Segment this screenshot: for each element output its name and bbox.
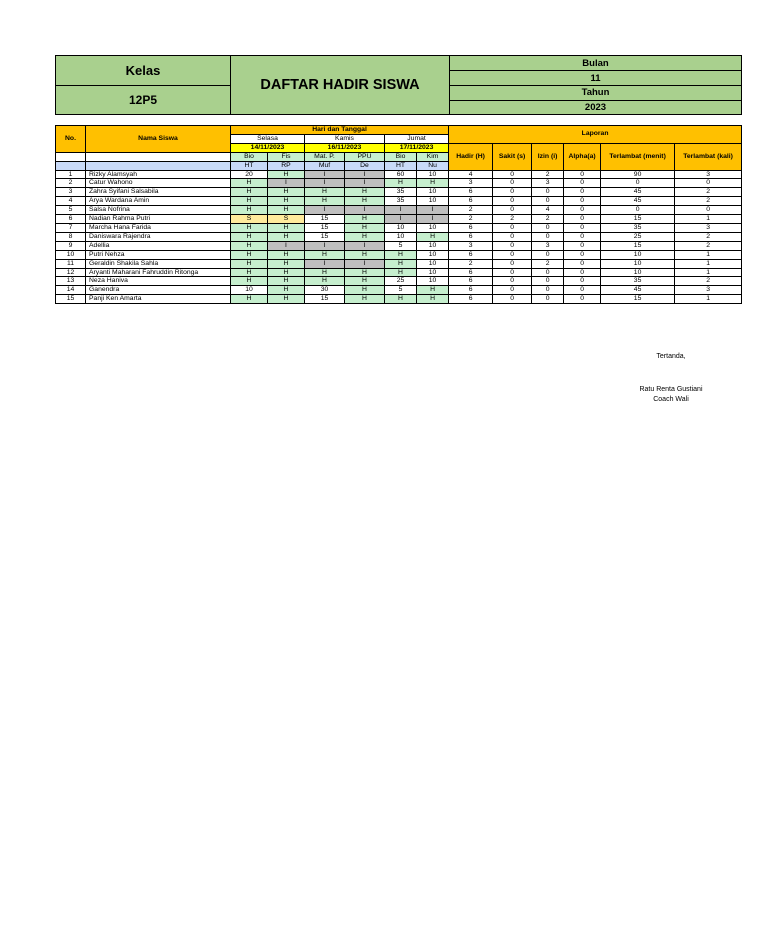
header-block [55, 55, 742, 115]
attendance-cell: H [268, 197, 305, 206]
attendance-cell: H [268, 188, 305, 197]
attendance-cell: H [231, 259, 268, 268]
attendance-table [55, 125, 742, 304]
attendance-cell: 60 [385, 170, 417, 179]
report-cell: 2 [532, 215, 564, 224]
student-name: Adellia [86, 241, 231, 250]
report-cell: 0 [493, 241, 532, 250]
attendance-cell: H [345, 232, 385, 241]
teacher-cell: Nu [417, 161, 449, 170]
report-cell: 1 [675, 268, 742, 277]
report-header-hadir: Hadir (H) [449, 143, 493, 170]
report-cell: 2 [449, 215, 493, 224]
teacher-cell: Muf [305, 161, 345, 170]
no-header: No. [56, 126, 86, 153]
report-cell: 0 [675, 179, 742, 188]
attendance-cell: I [305, 259, 345, 268]
attendance-cell: H [268, 277, 305, 286]
table-row [56, 206, 742, 215]
attendance-cell: 15 [305, 223, 345, 232]
report-cell: 0 [493, 206, 532, 215]
attendance-cell: H [345, 268, 385, 277]
attendance-cell: H [231, 277, 268, 286]
table-row [56, 286, 742, 295]
kelas-value: 12P5 [56, 86, 231, 115]
attendance-cell: H [268, 232, 305, 241]
attendance-cell: 20 [231, 170, 268, 179]
report-cell: 15 [601, 241, 675, 250]
report-cell: 6 [449, 232, 493, 241]
report-cell: 1 [675, 259, 742, 268]
attendance-cell: I [345, 206, 385, 215]
report-cell: 2 [532, 170, 564, 179]
report-cell: 4 [532, 206, 564, 215]
bulan-label: Bulan [450, 56, 742, 71]
attendance-cell: H [417, 232, 449, 241]
attendance-cell: H [417, 286, 449, 295]
attendance-cell: 10 [417, 188, 449, 197]
table-row [56, 268, 742, 277]
attendance-cell: 15 [305, 215, 345, 224]
report-header-alpha: Alpha(a) [564, 143, 601, 170]
report-cell: 0 [564, 179, 601, 188]
report-cell: 2 [493, 215, 532, 224]
report-cell: 6 [449, 223, 493, 232]
table-row [56, 259, 742, 268]
student-name: Panji Ken Amarta [86, 295, 231, 304]
attendance-cell: H [231, 179, 268, 188]
attendance-cell: 10 [417, 170, 449, 179]
signature-name: Ratu Renta Gustiani [639, 386, 703, 393]
attendance-cell: I [345, 170, 385, 179]
attendance-cell: 10 [385, 223, 417, 232]
table-row [56, 241, 742, 250]
report-header-terlambat-kali: Terlambat (kali) [675, 143, 742, 170]
report-cell: 2 [449, 259, 493, 268]
report-cell: 0 [493, 197, 532, 206]
report-cell: 1 [675, 295, 742, 304]
row-number: 12 [56, 268, 86, 277]
row-number: 15 [56, 295, 86, 304]
report-cell: 6 [449, 295, 493, 304]
report-cell: 0 [601, 179, 675, 188]
report-cell: 0 [532, 268, 564, 277]
attendance-cell: H [385, 259, 417, 268]
report-cell: 3 [675, 170, 742, 179]
report-header-sakit: Sakit (s) [493, 143, 532, 170]
attendance-cell: 15 [305, 232, 345, 241]
report-cell: 4 [449, 170, 493, 179]
student-name: Geraldin Shakila Sahla [86, 259, 231, 268]
report-cell: 0 [564, 170, 601, 179]
table-row [56, 215, 742, 224]
attendance-cell: H [268, 250, 305, 259]
report-cell: 0 [564, 232, 601, 241]
attendance-cell: H [268, 206, 305, 215]
date-jumat: 17/11/2023 [385, 143, 449, 152]
student-name: Salsa Nofrina [86, 206, 231, 215]
report-cell: 3 [675, 286, 742, 295]
attendance-cell: I [268, 179, 305, 188]
report-cell: 0 [493, 188, 532, 197]
report-cell: 0 [493, 259, 532, 268]
attendance-cell: H [305, 277, 345, 286]
report-cell: 45 [601, 188, 675, 197]
report-cell: 15 [601, 215, 675, 224]
attendance-cell: 35 [385, 188, 417, 197]
attendance-cell: H [385, 250, 417, 259]
attendance-cell: 10 [417, 259, 449, 268]
report-cell: 0 [564, 197, 601, 206]
attendance-cell: I [385, 215, 417, 224]
attendance-cell: 10 [231, 286, 268, 295]
report-cell: 15 [601, 295, 675, 304]
attendance-cell: 10 [417, 250, 449, 259]
day-selasa: Selasa [231, 134, 305, 143]
attendance-cell: 10 [417, 241, 449, 250]
report-cell: 0 [532, 286, 564, 295]
report-cell: 2 [532, 259, 564, 268]
attendance-cell: 5 [385, 241, 417, 250]
attendance-cell: H [345, 223, 385, 232]
attendance-cell: I [417, 206, 449, 215]
table-row [56, 223, 742, 232]
name-header: Nama Siswa [86, 126, 231, 153]
attendance-cell: H [385, 268, 417, 277]
report-cell: 0 [601, 206, 675, 215]
row-number: 10 [56, 250, 86, 259]
table-row [56, 170, 742, 179]
date-selasa: 14/11/2023 [231, 143, 305, 152]
tahun-value: 2023 [450, 100, 742, 115]
row-number: 8 [56, 232, 86, 241]
report-cell: 6 [449, 277, 493, 286]
report-cell: 0 [493, 170, 532, 179]
report-cell: 3 [532, 241, 564, 250]
row-number: 13 [56, 277, 86, 286]
table-row [56, 197, 742, 206]
report-cell: 0 [493, 223, 532, 232]
report-cell: 6 [449, 197, 493, 206]
report-cell: 10 [601, 259, 675, 268]
attendance-cell: H [417, 179, 449, 188]
attendance-cell: I [345, 179, 385, 188]
report-cell: 10 [601, 268, 675, 277]
attendance-cell: I [385, 206, 417, 215]
report-cell: 0 [532, 188, 564, 197]
row-number: 1 [56, 170, 86, 179]
report-cell: 0 [675, 206, 742, 215]
student-name: Aryanti Maharani Fahruddin Ritonga [86, 268, 231, 277]
subject-cell: Bio [385, 152, 417, 161]
student-name: Ganendra [86, 286, 231, 295]
signature-role: Coach Wali [653, 396, 689, 403]
attendance-cell: H [268, 223, 305, 232]
laporan-header: Laporan [449, 126, 742, 144]
report-cell: 3 [532, 179, 564, 188]
report-cell: 3 [449, 241, 493, 250]
attendance-cell: S [268, 215, 305, 224]
attendance-cell: H [305, 188, 345, 197]
attendance-cell: H [345, 277, 385, 286]
row-number: 6 [56, 215, 86, 224]
table-row [56, 188, 742, 197]
table-row [56, 232, 742, 241]
attendance-cell: H [345, 295, 385, 304]
attendance-cell: H [385, 295, 417, 304]
report-cell: 2 [675, 188, 742, 197]
attendance-cell: S [231, 215, 268, 224]
attendance-cell: H [268, 295, 305, 304]
report-cell: 2 [675, 241, 742, 250]
report-cell: 6 [449, 268, 493, 277]
attendance-cell: 10 [385, 232, 417, 241]
report-cell: 2 [675, 277, 742, 286]
attendance-cell: H [268, 286, 305, 295]
attendance-cell: 10 [417, 268, 449, 277]
attendance-cell: H [345, 250, 385, 259]
attendance-cell: H [231, 206, 268, 215]
student-name: Rizky Alamsyah [86, 170, 231, 179]
report-cell: 0 [564, 295, 601, 304]
report-cell: 1 [675, 215, 742, 224]
report-cell: 2 [449, 206, 493, 215]
student-name: Daniswara Rajendra [86, 232, 231, 241]
teacher-cell: De [345, 161, 385, 170]
report-cell: 90 [601, 170, 675, 179]
attendance-cell: H [385, 179, 417, 188]
report-cell: 6 [449, 250, 493, 259]
attendance-cell: H [231, 197, 268, 206]
blank-no [56, 161, 86, 170]
attendance-cell: H [345, 188, 385, 197]
row-number: 2 [56, 179, 86, 188]
report-cell: 2 [675, 232, 742, 241]
row-number: 3 [56, 188, 86, 197]
row-number: 14 [56, 286, 86, 295]
report-cell: 0 [532, 277, 564, 286]
attendance-cell: H [417, 295, 449, 304]
report-cell: 0 [493, 232, 532, 241]
report-cell: 0 [493, 268, 532, 277]
attendance-cell: I [305, 170, 345, 179]
attendance-cell: H [231, 232, 268, 241]
attendance-cell: H [305, 268, 345, 277]
date-kamis: 16/11/2023 [305, 143, 385, 152]
report-cell: 3 [675, 223, 742, 232]
subject-cell: PPU [345, 152, 385, 161]
report-cell: 0 [564, 206, 601, 215]
attendance-cell: H [268, 259, 305, 268]
report-cell: 6 [449, 286, 493, 295]
report-cell: 0 [564, 188, 601, 197]
kelas-label: Kelas [56, 56, 231, 86]
attendance-cell: I [345, 241, 385, 250]
blank-name [86, 161, 231, 170]
attendance-cell: H [305, 250, 345, 259]
report-cell: 6 [449, 188, 493, 197]
table-row [56, 250, 742, 259]
report-cell: 0 [493, 286, 532, 295]
attendance-sheet [55, 55, 741, 403]
row-number: 7 [56, 223, 86, 232]
blank-no [56, 152, 86, 161]
row-number: 11 [56, 259, 86, 268]
attendance-cell: 10 [417, 277, 449, 286]
attendance-cell: H [231, 250, 268, 259]
table-row [56, 277, 742, 286]
attendance-cell: H [231, 241, 268, 250]
teacher-cell: RP [268, 161, 305, 170]
signature-label: Tertanda, [656, 353, 686, 360]
student-name: Marcha Hana Farida [86, 223, 231, 232]
attendance-cell: H [231, 223, 268, 232]
report-cell: 0 [564, 286, 601, 295]
report-cell: 45 [601, 286, 675, 295]
teacher-cell: HT [385, 161, 417, 170]
report-cell: 0 [532, 223, 564, 232]
table-row [56, 295, 742, 304]
row-number: 9 [56, 241, 86, 250]
subject-cell: Mat. P. [305, 152, 345, 161]
blank-name [86, 152, 231, 161]
report-cell: 0 [532, 295, 564, 304]
student-name: Arya Wardana Amin [86, 197, 231, 206]
hari-header: Hari dan Tanggal [231, 126, 449, 135]
attendance-cell: 10 [417, 197, 449, 206]
report-cell: 25 [601, 232, 675, 241]
row-number: 5 [56, 206, 86, 215]
attendance-cell: 30 [305, 286, 345, 295]
attendance-cell: 15 [305, 295, 345, 304]
attendance-cell: I [305, 206, 345, 215]
student-name: Zahra Syifani Salsabila [86, 188, 231, 197]
bulan-value: 11 [450, 71, 742, 86]
page-title: DAFTAR HADIR SISWA [231, 56, 450, 115]
attendance-cell: H [231, 295, 268, 304]
attendance-cell: I [305, 179, 345, 188]
report-cell: 10 [601, 250, 675, 259]
student-name: Neza Haniva [86, 277, 231, 286]
attendance-cell: 10 [417, 223, 449, 232]
report-cell: 0 [564, 277, 601, 286]
student-name: Nadian Rahma Putri [86, 215, 231, 224]
report-cell: 45 [601, 197, 675, 206]
report-cell: 1 [675, 250, 742, 259]
report-cell: 35 [601, 277, 675, 286]
report-cell: 0 [564, 223, 601, 232]
attendance-cell: I [268, 241, 305, 250]
student-name: Putri Nehza [86, 250, 231, 259]
attendance-cell: I [345, 259, 385, 268]
attendance-cell: 5 [385, 286, 417, 295]
attendance-cell: H [231, 268, 268, 277]
report-header-terlambat-menit: Terlambat (menit) [601, 143, 675, 170]
report-cell: 0 [493, 179, 532, 188]
row-number: 4 [56, 197, 86, 206]
report-header-izin: Izin (i) [532, 143, 564, 170]
attendance-cell: H [345, 197, 385, 206]
subject-cell: Kim [417, 152, 449, 161]
table-row [56, 179, 742, 188]
attendance-cell: H [231, 188, 268, 197]
report-cell: 0 [564, 250, 601, 259]
report-cell: 35 [601, 223, 675, 232]
report-cell: 0 [564, 215, 601, 224]
report-cell: 0 [493, 250, 532, 259]
report-cell: 0 [564, 241, 601, 250]
attendance-cell: H [345, 215, 385, 224]
report-cell: 0 [532, 250, 564, 259]
attendance-cell: H [305, 197, 345, 206]
day-jumat: Jumat [385, 134, 449, 143]
tahun-label: Tahun [450, 86, 742, 101]
report-cell: 3 [449, 179, 493, 188]
attendance-cell: H [345, 286, 385, 295]
report-cell: 0 [532, 232, 564, 241]
subject-cell: Fis [268, 152, 305, 161]
student-name: Catur Wahono [86, 179, 231, 188]
attendance-cell: 35 [385, 197, 417, 206]
report-cell: 0 [493, 295, 532, 304]
attendance-cell: I [305, 241, 345, 250]
teacher-cell: HT [231, 161, 268, 170]
report-cell: 0 [532, 197, 564, 206]
attendance-cell: H [268, 170, 305, 179]
report-cell: 2 [675, 197, 742, 206]
attendance-cell: 25 [385, 277, 417, 286]
attendance-cell: H [268, 268, 305, 277]
report-cell: 0 [564, 268, 601, 277]
day-kamis: Kamis [305, 134, 385, 143]
report-cell: 0 [564, 259, 601, 268]
report-cell: 0 [493, 277, 532, 286]
subject-cell: Bio [231, 152, 268, 161]
attendance-cell: I [417, 215, 449, 224]
